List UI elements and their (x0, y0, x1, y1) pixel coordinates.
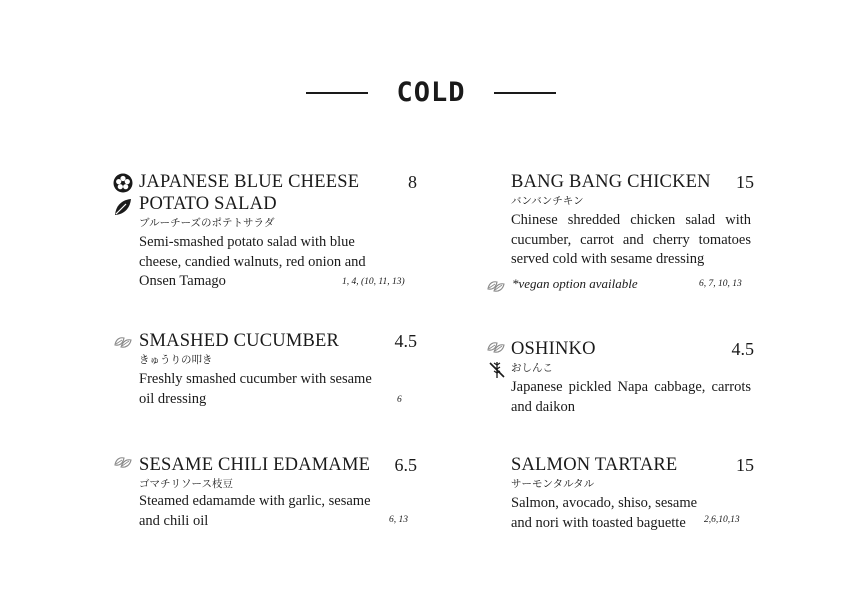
vegan-option-note: *vegan option available (512, 276, 638, 291)
item-name: OSHINKO (511, 339, 596, 359)
vegan-leaf-icon (486, 277, 506, 297)
item-description: Salmon, avocado, shiso, sesame and nori with toasted baguette (511, 495, 698, 531)
item-name: BANG BANG CHICKEN (511, 172, 711, 192)
item-japanese-name: ブルーチーズのポテトサラダ (139, 217, 275, 229)
item-name: SALMON TARTARE (511, 455, 678, 475)
menu-item-blue-cheese-potato-salad (139, 172, 419, 292)
leaf-icon (113, 197, 133, 217)
flower-icon (113, 173, 133, 193)
vegan-leaf-icon (113, 453, 133, 473)
item-japanese-name: きゅうりの叩き (139, 354, 213, 366)
menu-item-oshinko (511, 339, 756, 417)
header-left-rule (306, 92, 368, 94)
item-price: 15 (736, 455, 754, 475)
item-price: 15 (736, 172, 754, 192)
item-name: SESAME CHILI EDAMAME (139, 455, 371, 475)
section-title: COLD (396, 77, 466, 108)
section-header (0, 76, 863, 110)
item-japanese-name: おしんこ (511, 362, 553, 374)
item-price: 4.5 (731, 339, 754, 359)
item-name: SMASHED CUCUMBER (139, 331, 340, 351)
item-description: Japanese pickled Napa cabbage, carrots and daikon (511, 379, 751, 415)
item-japanese-name: サーモンタルタル (511, 478, 595, 490)
no-gluten-icon (487, 360, 507, 380)
menu-item-sesame-chili-edamame (139, 455, 419, 531)
item-price: 6.5 (394, 455, 417, 475)
item-allergens: 6 (397, 395, 402, 405)
vegan-leaf-icon (486, 338, 506, 358)
item-allergens: 2,6,10,13 (704, 515, 740, 525)
item-allergens: 6, 13 (389, 515, 408, 525)
item-description: Freshly smashed cucumber with sesame oil dressing (139, 371, 372, 407)
item-allergens: 6, 7, 10, 13 (699, 279, 742, 289)
item-japanese-name: ゴマチリソース枝豆 (139, 478, 233, 490)
item-price: 4.5 (394, 331, 417, 351)
item-name-line2: POTATO SALAD (139, 194, 277, 214)
menu-item-smashed-cucumber (139, 331, 419, 409)
item-description: Steamed edamamde with garlic, sesame and chili oil (139, 493, 371, 529)
menu-item-salmon-tartare (511, 455, 756, 533)
item-japanese-name: バンバンチキン (511, 195, 584, 207)
vegan-leaf-icon (113, 333, 133, 353)
header-right-rule (494, 92, 556, 94)
item-price: 8 (408, 172, 417, 192)
item-description: Semi-smashed potato salad with blue cheese, candied walnuts, red onion and Onsen Tamago (139, 234, 366, 289)
item-allergens: 1, 4, (10, 11, 13) (342, 277, 405, 287)
item-name: JAPANESE BLUE CHEESE (139, 172, 360, 192)
item-description: Chinese shredded chicken salad with cucumber, carrot and cherry tomatoes served cold with sesame dressing (511, 212, 751, 267)
